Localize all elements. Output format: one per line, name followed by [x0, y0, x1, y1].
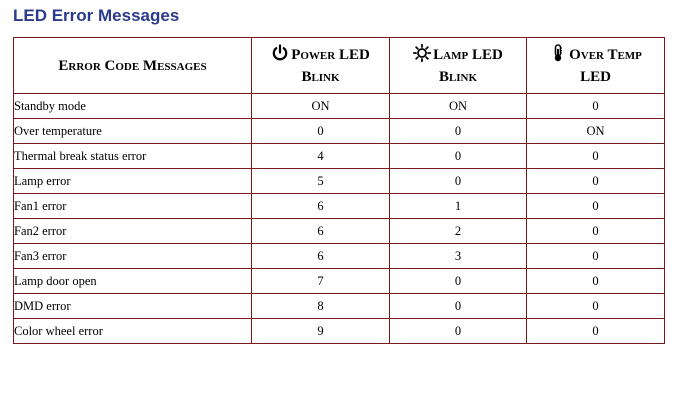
row-temp-value: 0: [527, 244, 665, 269]
table-row: [14, 94, 665, 119]
led-error-table: [13, 37, 665, 344]
row-power-value: 6: [252, 244, 390, 269]
table-row: [14, 219, 665, 244]
lamp-icon: [413, 44, 431, 62]
row-lamp-value: 0: [390, 119, 527, 144]
row-power-value: 7: [252, 269, 390, 294]
row-error-name: DMD error: [14, 294, 252, 319]
row-error-name: Fan2 error: [14, 219, 252, 244]
header-row: [14, 38, 665, 94]
row-error-name: Fan1 error: [14, 194, 252, 219]
table-row: [14, 244, 665, 269]
row-lamp-value: 2: [390, 219, 527, 244]
row-lamp-value: ON: [390, 94, 527, 119]
header-over-temp-led: [527, 38, 665, 94]
header-temp-line2: LED: [580, 68, 611, 85]
row-error-name: Fan3 error: [14, 244, 252, 269]
row-power-value: 9: [252, 319, 390, 344]
table-row: [14, 119, 665, 144]
header-lamp-line2: Blink: [438, 68, 478, 85]
row-error-name: Color wheel error: [14, 319, 252, 344]
row-power-value: ON: [252, 94, 390, 119]
row-error-name: Lamp door open: [14, 269, 252, 294]
row-error-name: Thermal break status error: [14, 144, 252, 169]
row-error-name: Over temperature: [14, 119, 252, 144]
thermometer-icon: [549, 44, 567, 62]
header-error-code-messages: [14, 38, 252, 94]
header-lamp-led-blink: [390, 38, 527, 94]
row-power-value: 8: [252, 294, 390, 319]
header-temp-line1: Over Temp: [569, 46, 642, 63]
header-power-line2: Blink: [301, 68, 340, 85]
row-lamp-value: 0: [390, 169, 527, 194]
row-lamp-value: 0: [390, 294, 527, 319]
table-row: [14, 269, 665, 294]
row-lamp-value: 1: [390, 194, 527, 219]
row-lamp-value: 0: [390, 319, 527, 344]
row-temp-value: 0: [527, 144, 665, 169]
row-temp-value: 0: [527, 269, 665, 294]
table-row: [14, 194, 665, 219]
power-icon: [271, 44, 289, 62]
row-temp-value: 0: [527, 219, 665, 244]
header-power-led-blink: [252, 38, 390, 94]
row-error-name: Lamp error: [14, 169, 252, 194]
table-row: [14, 294, 665, 319]
row-power-value: 6: [252, 219, 390, 244]
header-power-line1: Power LED: [291, 46, 370, 63]
row-temp-value: 0: [527, 294, 665, 319]
row-lamp-value: 0: [390, 144, 527, 169]
row-power-value: 5: [252, 169, 390, 194]
row-temp-value: ON: [527, 119, 665, 144]
row-power-value: 4: [252, 144, 390, 169]
table-row: [14, 319, 665, 344]
row-temp-value: 0: [527, 194, 665, 219]
row-temp-value: 0: [527, 319, 665, 344]
row-error-name: Standby mode: [14, 94, 252, 119]
row-power-value: 0: [252, 119, 390, 144]
table-row: [14, 169, 665, 194]
row-temp-value: 0: [527, 169, 665, 194]
row-lamp-value: 0: [390, 269, 527, 294]
page-title: LED Error Messages: [13, 6, 180, 25]
row-power-value: 6: [252, 194, 390, 219]
row-temp-value: 0: [527, 94, 665, 119]
row-lamp-value: 3: [390, 244, 527, 269]
header-error-code-label: Error Code Messages: [58, 57, 207, 74]
header-lamp-line1: Lamp LED: [433, 46, 503, 63]
table-row: [14, 144, 665, 169]
